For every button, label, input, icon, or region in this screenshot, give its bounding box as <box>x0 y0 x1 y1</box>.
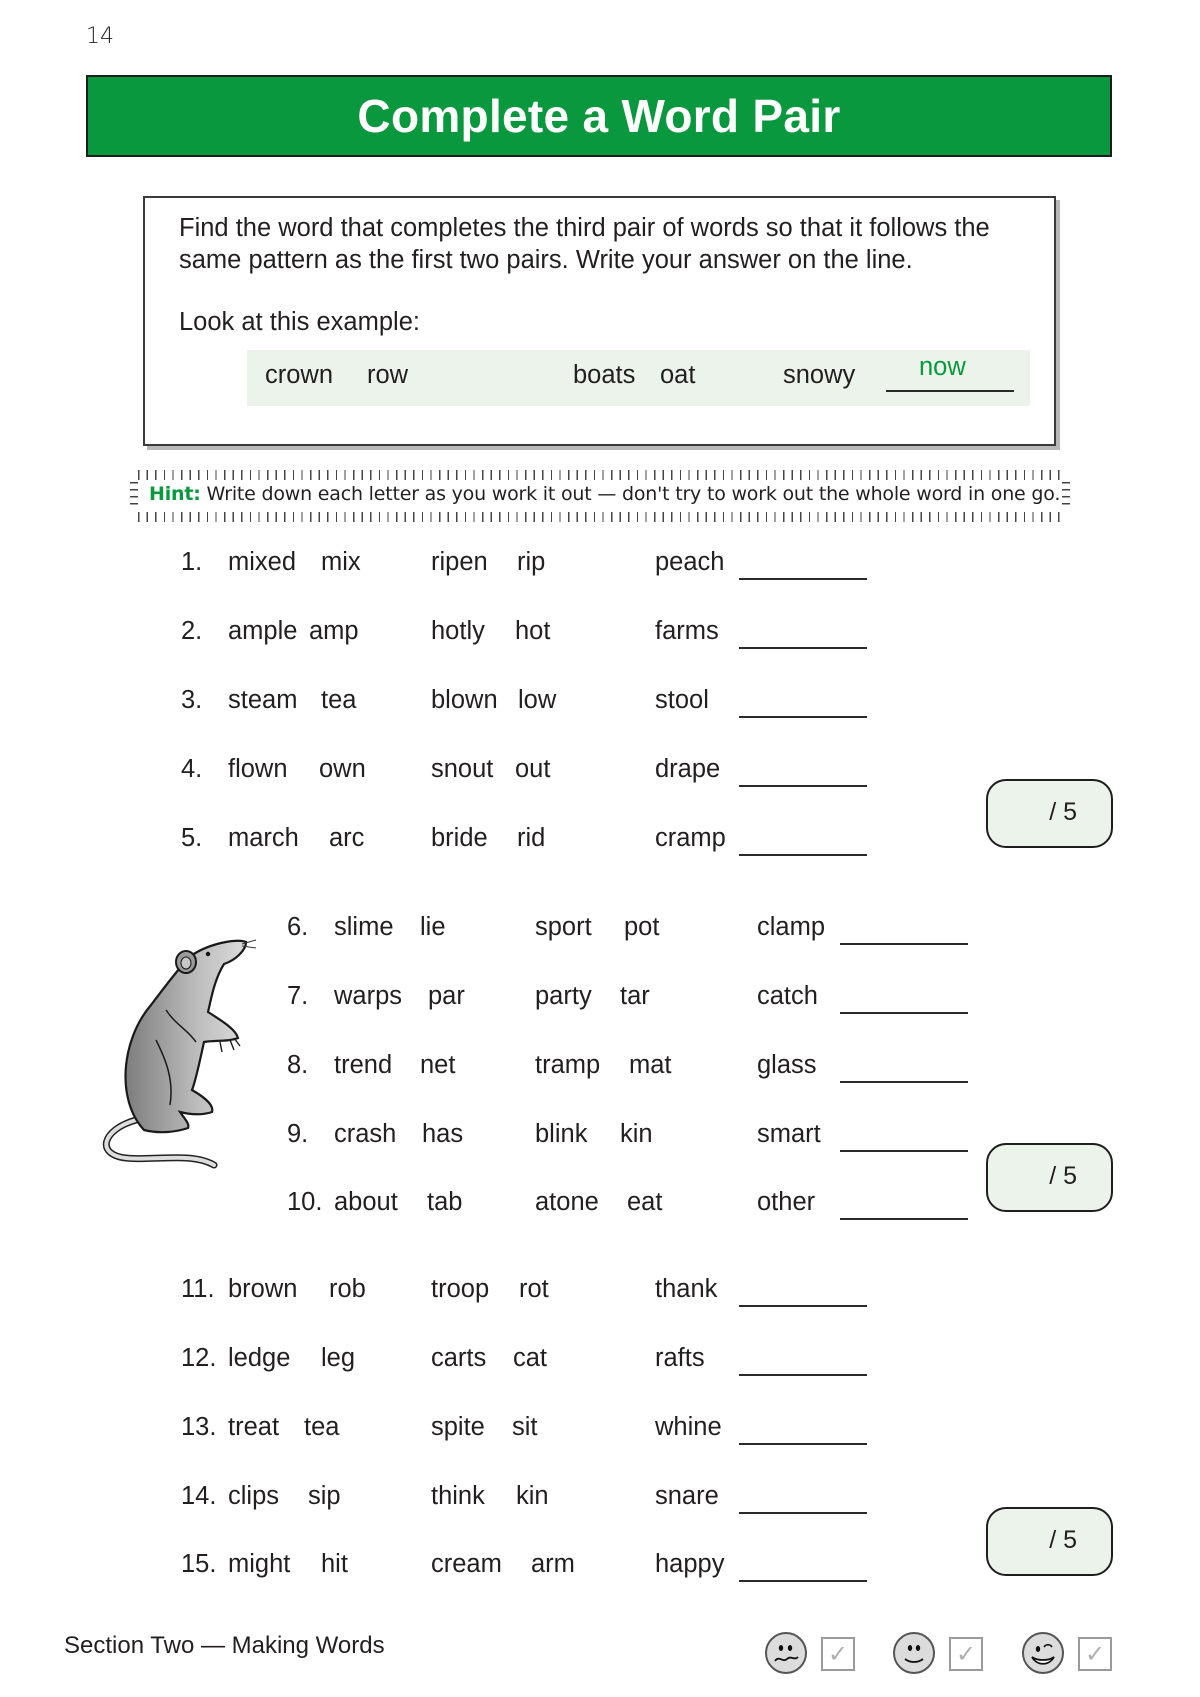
question-row <box>181 824 881 864</box>
example-word3: snowy <box>783 361 856 389</box>
question-row <box>287 913 987 953</box>
example-label: Look at this example: <box>179 308 420 336</box>
score-box[interactable] <box>986 779 1113 848</box>
answer-line[interactable] <box>840 943 968 945</box>
question-row <box>181 755 881 795</box>
question-row <box>287 1120 987 1160</box>
question-number: 11. <box>181 1275 215 1303</box>
pair2-word2: rid <box>517 824 546 852</box>
winking-face-glyph <box>1024 1634 1062 1672</box>
pair1-word1: steam <box>228 686 298 714</box>
pair1-word1: brown <box>228 1275 298 1303</box>
winking-face-icon[interactable] <box>1022 1632 1064 1674</box>
page-number: 14 <box>86 24 114 49</box>
pair2-word1: carts <box>431 1344 487 1372</box>
pair1-word1: trend <box>334 1051 393 1079</box>
pair1-word2: amp <box>309 617 359 645</box>
answer-line[interactable] <box>739 1512 867 1514</box>
score-box[interactable] <box>986 1507 1113 1576</box>
pair1-word2: own <box>319 755 366 783</box>
question-row <box>181 1275 881 1315</box>
question-number: 13. <box>181 1413 217 1441</box>
hint-box <box>130 470 1070 522</box>
pair2-word1: ripen <box>431 548 488 576</box>
third-word: stool <box>655 686 709 714</box>
pair1-word1: ample <box>228 617 298 645</box>
smiling-face-glyph <box>895 1634 933 1672</box>
question-row <box>181 686 881 726</box>
question-row <box>287 1051 987 1091</box>
third-word: happy <box>655 1550 725 1578</box>
pair1-word1: about <box>334 1188 398 1216</box>
pair2-word2: pot <box>624 913 660 941</box>
answer-line[interactable] <box>739 854 867 856</box>
question-number: 7. <box>287 982 309 1010</box>
rat-illustration <box>96 930 266 1170</box>
hint-text <box>149 483 1060 505</box>
question-row <box>181 548 881 588</box>
smiling-face-icon[interactable] <box>893 1632 935 1674</box>
question-row <box>181 1482 881 1522</box>
pair2-word2: cat <box>513 1344 548 1372</box>
question-number: 3. <box>181 686 203 714</box>
answer-line[interactable] <box>739 1374 867 1376</box>
question-number: 6. <box>287 913 309 941</box>
pair2-word2: rot <box>519 1275 549 1303</box>
example-answer-line <box>886 390 1014 392</box>
pair1-word2: tab <box>427 1188 463 1216</box>
answer-line[interactable] <box>739 647 867 649</box>
pair1-word1: crash <box>334 1120 397 1148</box>
example-pair1-word2: row <box>367 361 409 389</box>
score-label: / 5 <box>1049 1526 1077 1554</box>
answer-line[interactable] <box>739 1305 867 1307</box>
pair1-word1: treat <box>228 1413 280 1441</box>
third-word: cramp <box>655 824 726 852</box>
question-row <box>287 1188 987 1228</box>
pair2-word2: sit <box>512 1413 538 1441</box>
question-number: 4. <box>181 755 203 783</box>
pair2-word1: snout <box>431 755 494 783</box>
pair1-word2: tea <box>321 686 357 714</box>
hint-border-right <box>1062 482 1070 510</box>
third-word: farms <box>655 617 719 645</box>
example-pair1-word1: crown <box>265 361 334 389</box>
question-number: 8. <box>287 1051 309 1079</box>
pair1-word2: mix <box>321 548 361 576</box>
example-answer: now <box>919 353 966 381</box>
pair2-word2: eat <box>627 1188 663 1216</box>
question-number: 1. <box>181 548 203 576</box>
pair1-word2: arc <box>329 824 365 852</box>
pair2-word2: mat <box>629 1051 672 1079</box>
answer-line[interactable] <box>840 1218 968 1220</box>
instructions-box <box>143 196 1056 446</box>
example-pair2-word2: oat <box>660 361 696 389</box>
third-word: drape <box>655 755 721 783</box>
score-label: / 5 <box>1049 798 1077 826</box>
example-pair2-word1: boats <box>573 361 636 389</box>
pair1-word1: might <box>228 1550 291 1578</box>
footer-section-title: Section Two — Making Words <box>64 1632 385 1659</box>
checkbox-worried[interactable] <box>821 1637 855 1671</box>
pair2-word2: arm <box>531 1550 575 1578</box>
third-word: thank <box>655 1275 718 1303</box>
question-number: 5. <box>181 824 203 852</box>
instructions-text: Find the word that completes the third pair of words so that it follows the same pattern as the first two pairs. Write your answer on the line. <box>179 214 990 274</box>
pair1-word1: clips <box>228 1482 280 1510</box>
pair1-word2: leg <box>321 1344 356 1372</box>
pair1-word1: slime <box>334 913 394 941</box>
pair2-word1: troop <box>431 1275 490 1303</box>
example-strip <box>247 350 1030 406</box>
pair2-word2: hot <box>515 617 551 645</box>
question-number: 15. <box>181 1550 217 1578</box>
pair2-word1: sport <box>535 913 592 941</box>
pair1-word2: net <box>420 1051 456 1079</box>
pair1-word1: mixed <box>228 548 297 576</box>
answer-line[interactable] <box>739 716 867 718</box>
third-word: rafts <box>655 1344 705 1372</box>
pair1-word2: has <box>422 1120 464 1148</box>
pair2-word1: blink <box>535 1120 588 1148</box>
third-word: other <box>757 1188 816 1216</box>
checkmark-icon: ✓ <box>1084 1640 1106 1668</box>
worried-face-icon[interactable] <box>765 1632 807 1674</box>
question-number: 9. <box>287 1120 309 1148</box>
hint-border-top <box>138 470 1062 480</box>
pair2-word1: tramp <box>535 1051 601 1079</box>
third-word: snare <box>655 1482 719 1510</box>
pair2-word1: blown <box>431 686 498 714</box>
question-number: 10. <box>287 1188 323 1216</box>
pair2-word2: rip <box>517 548 546 576</box>
question-number: 2. <box>181 617 203 645</box>
third-word: catch <box>757 982 818 1010</box>
third-word: peach <box>655 548 725 576</box>
score-label: / 5 <box>1049 1162 1077 1190</box>
pair1-word1: ledge <box>228 1344 291 1372</box>
checkbox-smiling[interactable] <box>949 1637 983 1671</box>
pair1-word2: tea <box>304 1413 340 1441</box>
pair2-word2: out <box>515 755 551 783</box>
pair1-word2: rob <box>329 1275 366 1303</box>
checkmark-icon: ✓ <box>827 1640 849 1668</box>
answer-line[interactable] <box>739 785 867 787</box>
third-word: clamp <box>757 913 826 941</box>
checkbox-winking[interactable] <box>1078 1637 1112 1671</box>
pair2-word2: kin <box>620 1120 653 1148</box>
worried-face-glyph <box>767 1634 805 1672</box>
answer-line[interactable] <box>840 1012 968 1014</box>
score-box[interactable] <box>986 1143 1113 1212</box>
question-row <box>181 617 881 657</box>
pair2-word1: party <box>535 982 592 1010</box>
checkmark-icon: ✓ <box>955 1640 977 1668</box>
answer-line[interactable] <box>739 578 867 580</box>
question-row <box>181 1344 881 1384</box>
pair1-word1: flown <box>228 755 288 783</box>
pair2-word1: spite <box>431 1413 485 1441</box>
answer-line[interactable] <box>739 1580 867 1582</box>
pair2-word1: cream <box>431 1550 502 1578</box>
pair1-word1: warps <box>334 982 403 1010</box>
question-row <box>181 1413 881 1453</box>
pair1-word1: march <box>228 824 299 852</box>
question-row <box>287 982 987 1022</box>
question-row <box>181 1550 881 1590</box>
third-word: whine <box>655 1413 722 1441</box>
pair2-word1: think <box>431 1482 485 1510</box>
hint-border-left <box>130 482 138 510</box>
answer-line[interactable] <box>739 1443 867 1445</box>
hint-border-bottom <box>138 512 1062 522</box>
hint-body: Write down each letter as you work it out — don't try to work out the whole word in one go. <box>206 483 1061 505</box>
title-banner <box>86 75 1112 157</box>
answer-line[interactable] <box>840 1150 968 1152</box>
pair2-word1: bride <box>431 824 488 852</box>
pair2-word1: hotly <box>431 617 485 645</box>
pair2-word2: tar <box>620 982 650 1010</box>
pair2-word2: low <box>518 686 557 714</box>
question-number: 14. <box>181 1482 217 1510</box>
third-word: glass <box>757 1051 817 1079</box>
pair2-word2: kin <box>516 1482 549 1510</box>
hint-label: Hint: <box>149 483 201 505</box>
page-title: Complete a Word Pair <box>357 90 841 142</box>
pair2-word1: atone <box>535 1188 599 1216</box>
pair1-word2: lie <box>420 913 446 941</box>
pair1-word2: sip <box>308 1482 341 1510</box>
question-number: 12. <box>181 1344 217 1372</box>
pair1-word2: par <box>428 982 465 1010</box>
third-word: smart <box>757 1120 821 1148</box>
pair1-word2: hit <box>321 1550 348 1578</box>
answer-line[interactable] <box>840 1081 968 1083</box>
